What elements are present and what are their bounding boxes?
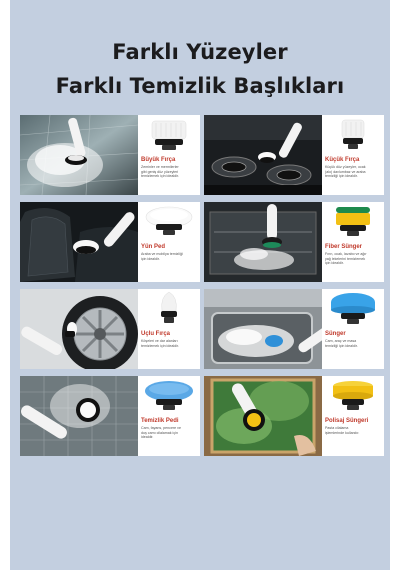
cleaning-pad-icon — [138, 376, 200, 416]
scene-shower-glass — [20, 376, 138, 456]
head-title: Uçlu Fırça — [141, 331, 171, 337]
head-panel — [138, 202, 200, 282]
head-panel — [138, 115, 200, 195]
tile-yun-ped — [20, 202, 200, 282]
head-description: Pasta cilalama işlemlerinde kullanılır. — [325, 426, 360, 435]
wool-pad-icon — [138, 202, 200, 242]
scene-bathroom — [20, 115, 138, 195]
scene-car-seat — [20, 202, 138, 282]
tile-kucuk-firca — [204, 115, 384, 195]
scene-tire — [20, 289, 138, 369]
head-description: Fırın, ocak, lavabo ve ağır yağ lekelerini temizlemek için idealdir. — [325, 252, 367, 266]
head-title: Küçük Fırça — [325, 157, 360, 163]
head-panel — [322, 202, 384, 282]
brush-white-large-icon — [138, 115, 200, 155]
title-line-2: Farklı Temizlik Başlıkları — [55, 74, 345, 98]
head-panel — [322, 289, 384, 369]
head-title: Polisaj Süngeri — [325, 418, 369, 424]
scene-oven — [204, 202, 322, 282]
head-description: Cam, fayans, pencere ve duş camı cilalamak için idealdir. — [141, 426, 181, 440]
head-title: Sünger — [325, 331, 346, 337]
head-description: Araba ve mobilya temizliği için idealdir. — [141, 252, 183, 261]
scene-window — [204, 376, 322, 456]
fiber-sponge-icon — [322, 202, 384, 242]
head-title: Büyük Fırça — [141, 157, 176, 163]
tile-polisaj-sungeri — [204, 376, 384, 456]
tile-buyuk-firca — [20, 115, 200, 195]
tile-temizlik-pedi — [20, 376, 200, 456]
scene-sink — [204, 289, 322, 369]
pointed-brush-icon — [138, 289, 200, 329]
head-panel — [138, 376, 200, 456]
head-description: Cam, araç ve masa temizliği için idealdir. — [325, 339, 358, 348]
head-panel — [138, 289, 200, 369]
head-title: Yün Ped — [141, 244, 166, 250]
scene-stove — [204, 115, 322, 195]
head-description: Küçük düz yüzeyler, ocak (alo) davlumbaz ve araba temizliği için idealdir. — [325, 165, 366, 179]
head-description: Zeminler ve mermilerler gibi geniş düz yüzeyleri temizlemek için idealdir. — [141, 165, 179, 179]
title-line-1: Farklı Yüzeyler — [112, 40, 288, 64]
polish-sponge-icon — [322, 376, 384, 416]
head-description: Köşeleri ve dar alanları temizlemek için idealdir. — [141, 339, 179, 348]
head-title: Temizlik Pedi — [141, 418, 179, 424]
head-panel — [322, 376, 384, 456]
head-panel — [322, 115, 384, 195]
tile-sunger — [204, 289, 384, 369]
product-card — [10, 0, 390, 570]
tile-fiber-sunger — [204, 202, 384, 282]
tile-uclu-firca — [20, 289, 200, 369]
blue-sponge-icon — [322, 289, 384, 329]
head-title: Fiber Sünger — [325, 244, 363, 250]
brush-white-small-icon — [322, 115, 384, 155]
